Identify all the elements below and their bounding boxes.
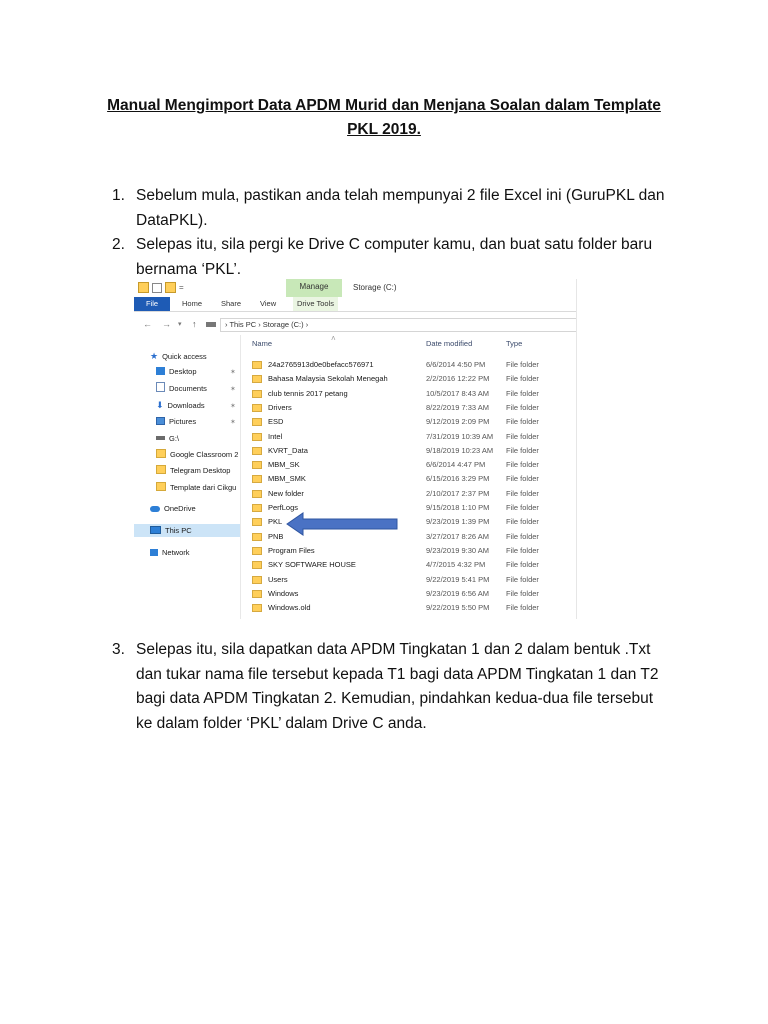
drive-icon xyxy=(156,436,165,440)
step-text-line: bernama ‘PKL’. xyxy=(136,260,242,278)
file-date-modified: 3/27/2017 8:26 AM xyxy=(426,531,489,541)
file-date-modified: 9/12/2019 2:09 PM xyxy=(426,417,490,427)
highlight-arrow-icon xyxy=(285,511,401,537)
file-name: Windows.old xyxy=(268,603,311,613)
folder-icon xyxy=(252,418,262,426)
step-text-line: DataPKL). xyxy=(136,211,208,229)
sidebar-item-google-classroom[interactable] xyxy=(156,448,238,461)
sidebar-item-label: Documents xyxy=(169,384,207,393)
file-name: PKL xyxy=(268,517,283,527)
address-row xyxy=(134,315,576,333)
file-date-modified: 9/22/2019 5:41 PM xyxy=(426,574,490,584)
window-title: Storage (C:) xyxy=(353,283,397,292)
folder-icon xyxy=(252,375,262,383)
file-name: 24a2765913d0e0befacc576971 xyxy=(268,360,374,369)
download-icon: ⬇ xyxy=(156,400,164,410)
file-explorer-screenshot xyxy=(134,279,577,619)
sidebar-item-label: Pictures xyxy=(169,417,197,426)
sidebar-item-label: Downloads xyxy=(167,401,205,410)
folder-icon xyxy=(252,533,262,541)
file-row[interactable] xyxy=(252,415,572,429)
document-title xyxy=(80,94,688,142)
file-type: File folder xyxy=(506,374,539,384)
file-row[interactable] xyxy=(252,573,572,587)
sidebar-item-label: Telegram Desktop xyxy=(170,466,231,475)
file-date-modified: 4/7/2015 4:32 PM xyxy=(426,560,486,570)
file-row[interactable] xyxy=(252,472,572,486)
folder-icon xyxy=(252,404,262,412)
sidebar-item-template-dari-cikgu[interactable] xyxy=(156,481,238,494)
folder-icon xyxy=(252,504,262,512)
file-date-modified: 6/6/2014 4:50 PM xyxy=(426,360,486,369)
up-arrow-icon[interactable]: ↑ xyxy=(192,319,197,329)
sidebar-item-label: Quick access xyxy=(162,352,207,361)
arrow-shape xyxy=(287,513,397,535)
file-row[interactable] xyxy=(252,372,572,386)
file-row[interactable] xyxy=(252,587,572,601)
step-text-line: Sebelum mula, pastikan anda telah mempunyai 2 file Excel ini (GuruPKL dan xyxy=(136,187,665,204)
folder-icon xyxy=(156,449,166,458)
file-name: KVRT_Data xyxy=(268,445,308,455)
recent-locations-icon[interactable]: ▾ xyxy=(178,321,182,328)
file-name: Intel xyxy=(268,431,283,441)
step-text-line: Selepas itu, sila pergi ke Drive C computer kamu, dan buat satu folder baru xyxy=(136,236,653,253)
folder-icon xyxy=(252,561,262,569)
sidebar-item-label: Network xyxy=(162,548,190,557)
step-number: 3. xyxy=(112,641,125,658)
title-bar xyxy=(134,279,576,297)
step-1 xyxy=(112,184,702,233)
tab-drive-tools[interactable]: Drive Tools xyxy=(293,297,338,311)
back-arrow-icon[interactable]: ← xyxy=(143,319,152,329)
file-type: File folder xyxy=(506,503,539,512)
sidebar-item-label: OneDrive xyxy=(164,504,196,513)
file-date-modified: 2/10/2017 2:37 PM xyxy=(426,488,490,498)
address-bar[interactable] xyxy=(220,318,577,332)
desktop-icon xyxy=(156,367,165,375)
sidebar-item-label: G:\ xyxy=(169,434,180,443)
step-text-line: bagi data APDM Tingkatan 2. Kemudian, pindahkan kedua-dua file tersebut xyxy=(136,690,654,707)
file-row[interactable] xyxy=(252,444,572,458)
pictures-icon xyxy=(156,417,165,425)
network-icon xyxy=(150,549,158,556)
document-icon xyxy=(156,382,165,392)
folder-icon xyxy=(252,518,262,526)
file-type: File folder xyxy=(506,517,539,527)
folder-icon xyxy=(252,361,262,369)
file-row[interactable] xyxy=(252,401,572,415)
folder-icon xyxy=(252,390,262,398)
file-name: PNB xyxy=(268,531,284,541)
title-line-1: Manual Mengimport Data APDM Murid dan Menjana Soalan dalam Template xyxy=(107,97,661,114)
file-name: MBM_SK xyxy=(268,460,300,470)
file-type: File folder xyxy=(506,460,539,470)
tab-file[interactable]: File xyxy=(134,297,170,311)
file-type: File folder xyxy=(506,445,539,455)
sidebar-item-network[interactable] xyxy=(150,546,240,559)
column-header-name[interactable]: Name xyxy=(252,339,273,348)
pin-icon: ✶ xyxy=(230,386,236,393)
file-date-modified: 2/2/2016 12:22 PM xyxy=(426,374,490,384)
file-type: File folder xyxy=(506,388,539,398)
file-name: Users xyxy=(268,574,288,584)
sidebar-item-label: Google Classroom 2 xyxy=(170,450,238,459)
step-number: 2. xyxy=(112,236,125,253)
file-type: File folder xyxy=(506,574,539,584)
folder-icon xyxy=(156,465,166,474)
file-name: New folder xyxy=(268,488,304,498)
step-number: 1. xyxy=(112,187,125,204)
file-date-modified: 6/6/2014 4:47 PM xyxy=(426,460,486,470)
file-date-modified: 9/18/2019 10:23 AM xyxy=(426,445,494,455)
drive-icon xyxy=(206,320,216,330)
file-type: File folder xyxy=(506,545,539,555)
folder-icon xyxy=(138,282,149,293)
file-type: File folder xyxy=(506,417,539,427)
file-row[interactable] xyxy=(252,387,572,401)
file-type: File folder xyxy=(506,488,539,498)
file-row[interactable] xyxy=(252,458,572,472)
tab-home[interactable]: Home xyxy=(182,299,203,308)
folder-icon xyxy=(252,490,262,498)
file-date-modified: 8/22/2019 7:33 AM xyxy=(426,402,489,412)
new-folder-icon[interactable] xyxy=(165,282,176,293)
cloud-icon xyxy=(150,506,160,512)
file-name: Drivers xyxy=(268,402,292,412)
sidebar-item-quick-access[interactable] xyxy=(150,350,240,363)
quick-access-toolbar xyxy=(138,282,184,293)
folder-icon xyxy=(252,475,262,483)
sidebar-item-this-pc[interactable] xyxy=(134,524,240,537)
file-name: ESD xyxy=(268,417,284,427)
sidebar-item-label: Desktop xyxy=(169,367,197,376)
sort-ascending-icon: ˄ xyxy=(331,334,336,343)
file-date-modified: 6/15/2016 3:29 PM xyxy=(426,474,490,484)
pin-icon: ✶ xyxy=(230,369,236,376)
file-type: File folder xyxy=(506,531,539,541)
folder-icon xyxy=(252,590,262,598)
file-name: Program Files xyxy=(268,545,315,555)
sidebar-item-g-drive[interactable] xyxy=(156,432,246,445)
file-type: File folder xyxy=(506,560,539,570)
folder-icon xyxy=(252,461,262,469)
sidebar-item-onedrive[interactable] xyxy=(150,502,240,515)
pin-icon: ✶ xyxy=(230,403,236,410)
file-date-modified: 10/5/2017 8:43 AM xyxy=(426,388,489,398)
file-row[interactable] xyxy=(252,544,572,558)
column-header-type[interactable]: Type xyxy=(506,339,523,348)
manage-tab[interactable]: Manage xyxy=(286,279,342,297)
file-name: Bahasa Malaysia Sekolah Menegah xyxy=(268,374,388,384)
file-type: File folder xyxy=(506,603,539,613)
file-date-modified: 9/22/2019 5:50 PM xyxy=(426,603,490,613)
file-date-modified: 9/23/2019 1:39 PM xyxy=(426,517,490,527)
file-row[interactable] xyxy=(252,487,572,501)
folder-icon xyxy=(252,433,262,441)
step-3 xyxy=(112,638,702,736)
file-row[interactable] xyxy=(252,558,572,572)
file-name: club tennis 2017 petang xyxy=(268,388,348,398)
properties-icon[interactable] xyxy=(152,283,162,293)
step-text-line: dan tukar nama file tersebut kepada T1 bagi data APDM Tingkatan 1 dan T2 xyxy=(136,665,659,683)
file-type: File folder xyxy=(506,431,539,441)
customize-toolbar-icon[interactable]: = xyxy=(179,283,184,292)
file-type: File folder xyxy=(506,588,539,598)
sidebar-item-label: This PC xyxy=(165,526,192,535)
sidebar-item-telegram-desktop[interactable] xyxy=(156,464,238,477)
file-name: PerfLogs xyxy=(268,503,299,512)
file-date-modified: 9/23/2019 9:30 AM xyxy=(426,545,489,555)
file-date-modified: 9/23/2019 6:56 AM xyxy=(426,588,489,598)
star-icon: ★ xyxy=(150,351,159,361)
file-name: SKY SOFTWARE HOUSE xyxy=(268,560,356,570)
sidebar-item-label: Template dari Cikgu xyxy=(170,483,237,492)
step-text-line: ke dalam folder ‘PKL’ dalam Drive C anda. xyxy=(136,714,427,732)
forward-arrow-icon[interactable]: → xyxy=(162,319,171,329)
file-date-modified: 7/31/2019 10:39 AM xyxy=(426,431,494,441)
file-type: File folder xyxy=(506,474,539,484)
step-2 xyxy=(112,233,702,282)
file-name: MBM_SMK xyxy=(268,474,306,484)
tab-share[interactable]: Share xyxy=(221,299,242,308)
ribbon-tabs xyxy=(134,297,576,312)
folder-icon xyxy=(156,482,166,491)
tab-view[interactable]: View xyxy=(260,299,277,308)
breadcrumb: › This PC › Storage (C:) › xyxy=(225,320,309,329)
column-header-date-modified[interactable]: Date modified xyxy=(426,339,473,348)
title-line-2: PKL 2019. xyxy=(347,121,421,138)
folder-icon xyxy=(252,447,262,455)
folder-icon xyxy=(252,604,262,612)
file-row[interactable] xyxy=(252,358,572,372)
folder-icon xyxy=(252,547,262,555)
file-type: File folder xyxy=(506,360,539,369)
file-date-modified: 9/15/2018 1:10 PM xyxy=(426,503,490,512)
computer-icon xyxy=(150,526,161,534)
file-name: Windows xyxy=(268,588,299,598)
step-text-line: Selepas itu, sila dapatkan data APDM Tingkatan 1 dan 2 dalam bentuk .Txt xyxy=(136,641,651,658)
pin-icon: ✶ xyxy=(230,419,236,426)
folder-icon xyxy=(252,576,262,584)
file-row[interactable] xyxy=(252,430,572,444)
file-row[interactable] xyxy=(252,601,572,615)
file-type: File folder xyxy=(506,402,539,412)
